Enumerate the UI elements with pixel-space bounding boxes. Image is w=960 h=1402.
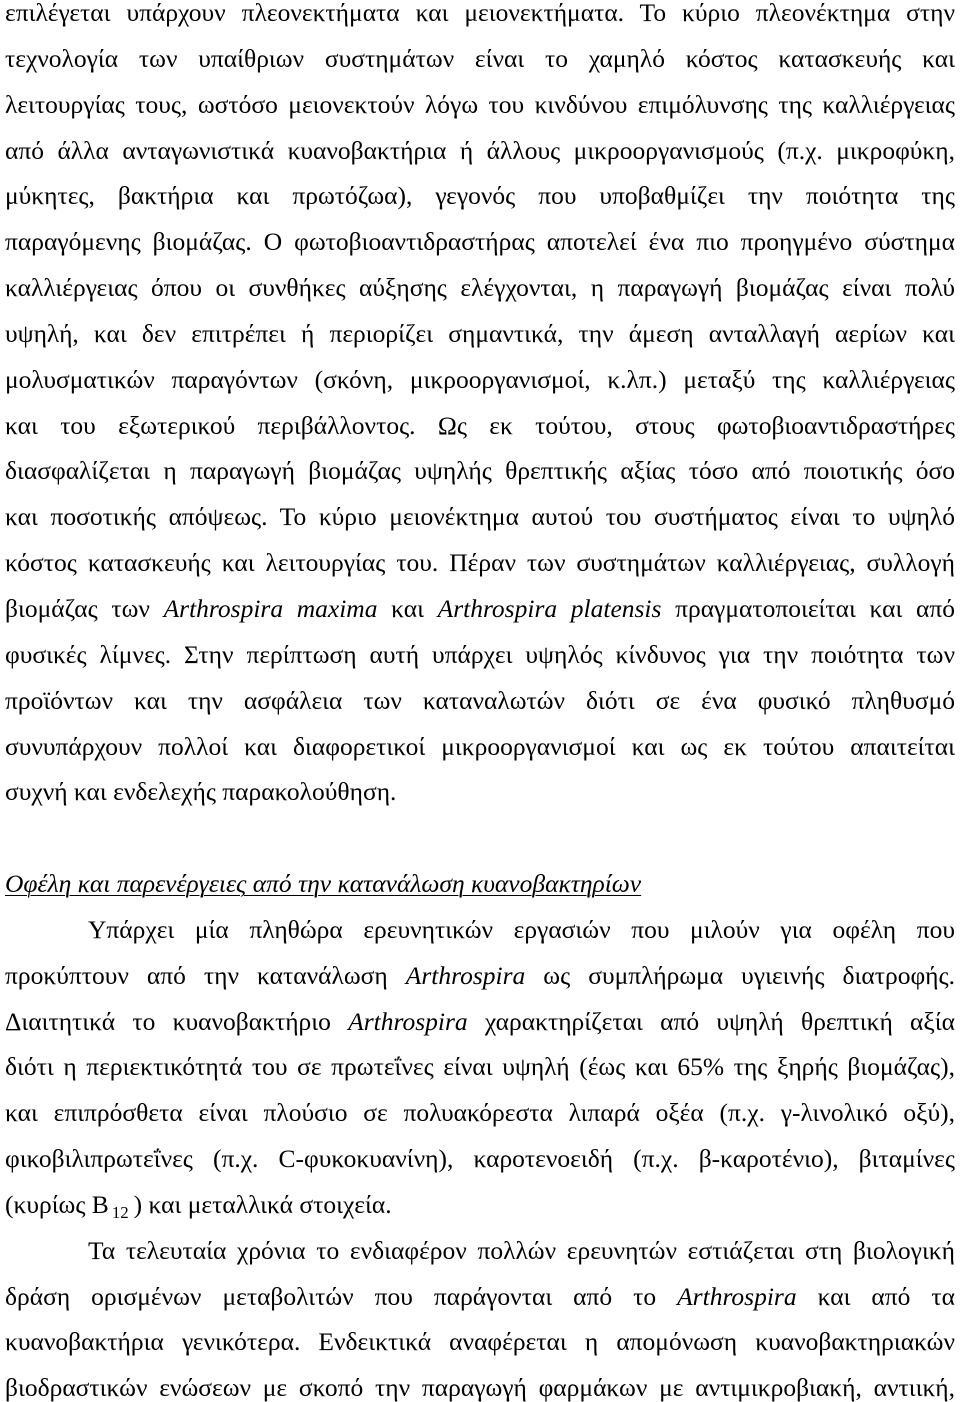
text-segment: δράση ορισμένων μεταβολιτών που παράγονται από το — [5, 1281, 678, 1311]
text-line: από άλλα ανταγωνιστικά κυανοβακτήρια ή άλλους μικροοργανισμούς (π.χ. μικροφύκη, — [5, 135, 955, 165]
text-line: υψηλή, και δεν επιτρέπει ή περιορίζει σημαντικά, την άμεση ανταλλαγή αερίων και — [5, 318, 955, 348]
text-line: μολυσματικών παραγόντων (σκόνη, μικροοργανισμοί, κ.λπ.) μεταξύ της καλλιέργειας — [5, 364, 955, 394]
text-line: Τα τελευταία χρόνια το ενδιαφέρον πολλών ερευνητών εστιάζεται στη βιολογική — [88, 1235, 955, 1265]
section-heading: Οφέλη και παρενέργειες από την κατανάλωση κυανοβακτηρίων — [5, 869, 642, 899]
text-line: προϊόντων και την ασφάλεια των καταναλωτών διότι σε ένα φυσικό πληθυσμό — [5, 685, 955, 715]
text-line: κόστος κατασκευής και λειτουργίας του. Πέραν των συστημάτων καλλιέργειας, συλλογή — [5, 548, 955, 578]
paragraph — [5, 914, 956, 1223]
text-segment: (κυρίως Β — [5, 1189, 109, 1219]
text-line — [5, 1281, 955, 1311]
subscript: 12 — [111, 1203, 129, 1223]
text-segment: ως συμπλήρωμα υγιεινής διατροφής. — [525, 960, 955, 990]
paragraph — [5, 0, 956, 807]
text-line: και επιπρόσθετα είναι πλούσιο σε πολυακόρεστα λιπαρά οξέα (π.χ. γ-λινολικό οξύ), — [5, 1098, 955, 1128]
text-segment: και — [377, 593, 438, 623]
text-segment: Διαιτητικά το κυανοβακτήριο — [5, 1006, 349, 1036]
species-name: Arthrospira maxima — [163, 593, 378, 623]
text-segment: και από τα — [796, 1281, 955, 1311]
text-line: τεχνολογία των υπαίθριων συστημάτων είναι το χαμηλό κόστος κατασκευής και — [5, 43, 955, 73]
blank-line — [5, 825, 955, 850]
text-line: λειτουργίας τους, ωστόσο μειονεκτούν λόγω του κινδύνου επιμόλυνσης της καλλιέργειας — [5, 89, 955, 119]
text-line — [5, 960, 955, 990]
text-line: βιοδραστικών ενώσεων με σκοπό την παραγωγή φαρμάκων με αντιμικροβιακή, αντιική, — [5, 1373, 955, 1402]
species-name: Arthrospira — [405, 960, 526, 990]
text-segment: προκύπτουν από την κατανάλωση — [5, 960, 406, 990]
species-name: Arthrospira — [677, 1281, 797, 1311]
text-segment: χαρακτηρίζεται από υψηλή θρεπτική αξία — [467, 1006, 956, 1036]
text-line — [5, 593, 956, 623]
text-line: φυσικές λίμνες. Στην περίπτωση αυτή υπάρχει υψηλός κίνδυνος για την ποιότητα των — [5, 639, 955, 669]
text-segment: πραγματοποιείται και από — [661, 593, 956, 623]
species-name: Arthrospira — [348, 1006, 468, 1036]
text-line — [5, 1006, 956, 1036]
text-line: διασφαλίζεται η παραγωγή βιομάζας υψηλής θρεπτικής αξίας τόσο από ποιοτικής όσο — [5, 456, 955, 486]
text-line: κυανοβακτήρια γενικότερα. Ενδεικτικά αναφέρεται η απομόνωση κυανοβακτηριακών — [5, 1327, 955, 1357]
text-line: και ποσοτικής απόψεως. Το κύριο μειονέκτημα αυτού του συστήματος είναι το υψηλό — [5, 502, 955, 532]
text-line: Υπάρχει μία πληθώρα ερευνητικών εργασιών που μιλούν για οφέλη που — [88, 914, 955, 944]
species-name: Arthrospira platensis — [437, 593, 662, 623]
text-line: συχνή και ενδελεχής παρακολούθηση. — [5, 777, 397, 807]
paragraph — [5, 1235, 955, 1402]
text-line: παραγόμενης βιομάζας. Ο φωτοβιοαντιδραστήρας αποτελεί ένα πιο προηγμένο σύστημα — [5, 227, 955, 257]
text-line: και του εξωτερικού περιβάλλοντος. Ως εκ τούτου, στους φωτοβιοαντιδραστήρες — [5, 410, 955, 440]
text-segment: ) και μεταλλικά στοιχεία. — [133, 1189, 392, 1219]
text-line: καλλιέργειας όπου οι συνθήκες αύξησης ελέγχονται, η παραγωγή βιομάζας είναι πολύ — [5, 273, 955, 303]
text-line — [5, 1189, 955, 1223]
text-line: διότι η περιεκτικότητά του σε πρωτεΐνες είναι υψηλή (έως και 65% της ξηρής βιομάζας), — [5, 1052, 955, 1082]
document-page — [5, 0, 955, 1400]
text-line: μύκητες, βακτήρια και πρωτόζωα), γεγονός που υποβαθμίζει την ποιότητα της — [5, 181, 955, 211]
text-segment: βιομάζας των — [5, 593, 164, 623]
text-line: επιλέγεται υπάρχουν πλεονεκτήματα και μειονεκτήματα. Το κύριο πλεονέκτημα στην — [5, 0, 955, 27]
text-line: συνυπάρχουν πολλοί και διαφορετικοί μικροοργανισμοί και ως εκ τούτου απαιτείται — [5, 731, 955, 761]
text-line: φικοβιλιπρωτεΐνες (π.χ. C-φυκοκυανίνη), καροτενοειδή (π.χ. β-καροτένιο), βιταμίνες — [5, 1144, 955, 1174]
